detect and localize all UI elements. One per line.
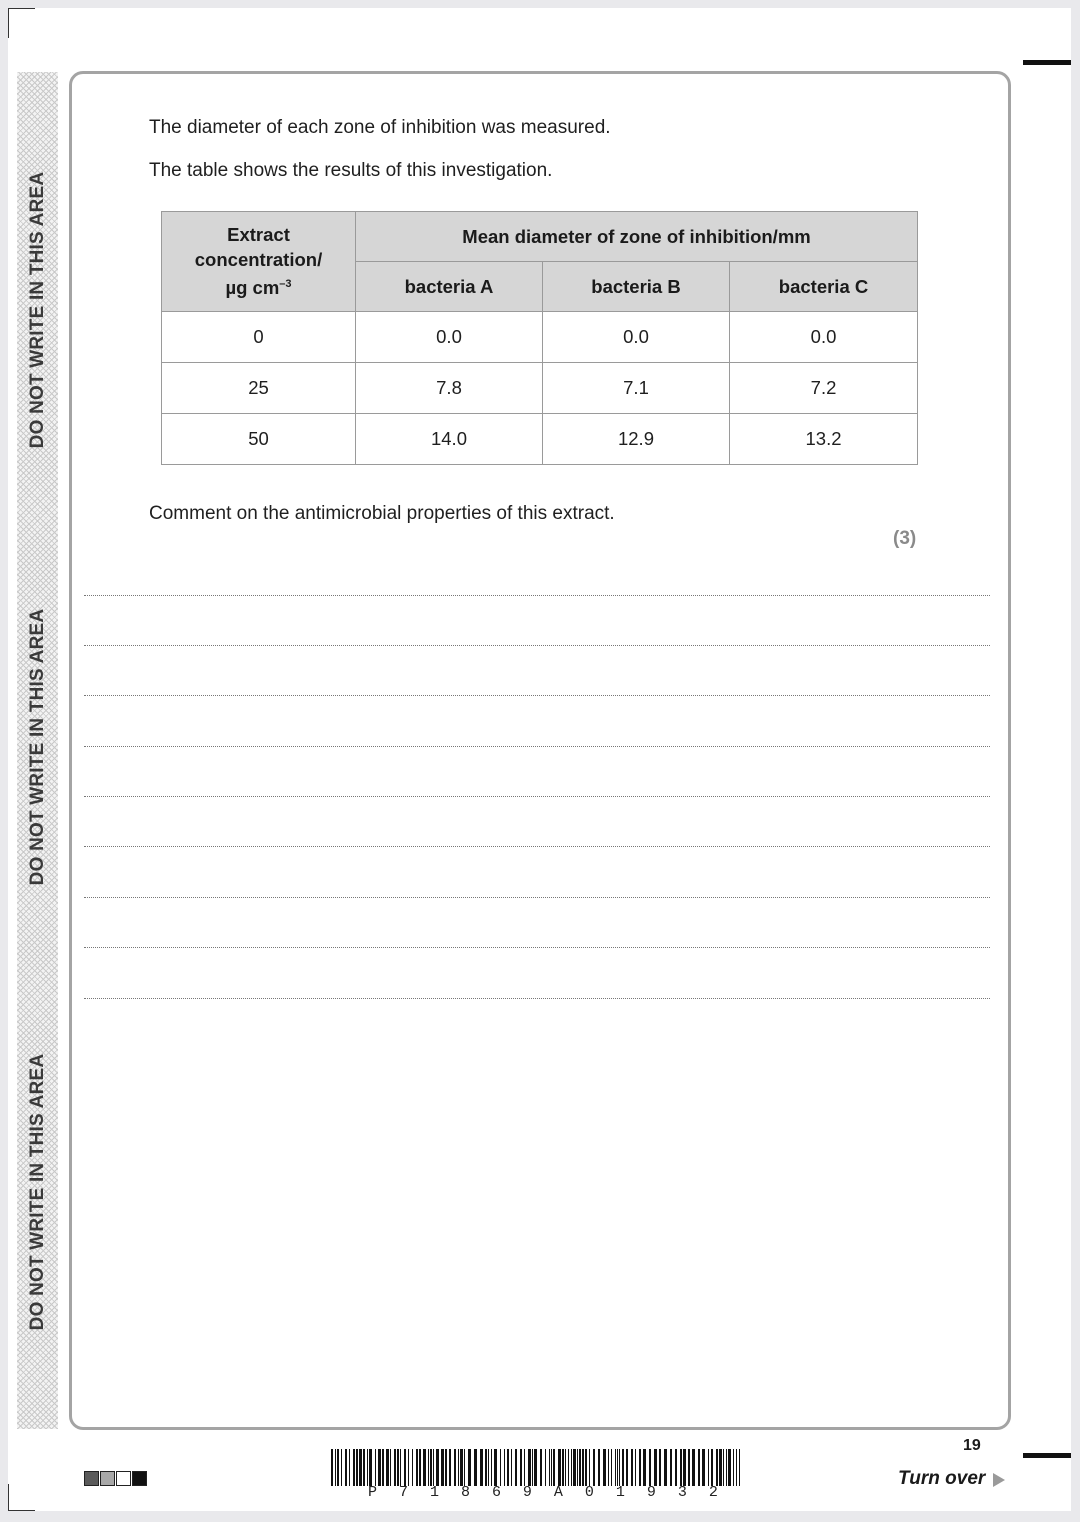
barcode-bar bbox=[573, 1449, 576, 1486]
cell-bacteria-b: 0.0 bbox=[543, 312, 730, 363]
barcode-bar bbox=[716, 1449, 718, 1486]
barcode-bar bbox=[598, 1449, 600, 1486]
barcode-bar bbox=[649, 1449, 651, 1486]
cell-concentration: 25 bbox=[162, 363, 356, 414]
barcode-bar bbox=[400, 1449, 401, 1486]
barcode-bar bbox=[728, 1449, 731, 1486]
cell-concentration: 50 bbox=[162, 414, 356, 465]
barcode-bar bbox=[568, 1449, 569, 1486]
barcode-bar bbox=[565, 1449, 566, 1486]
table-row bbox=[162, 414, 918, 465]
barcode-bar bbox=[698, 1449, 700, 1486]
barcode-bar bbox=[611, 1449, 612, 1486]
barcode-bar bbox=[337, 1449, 339, 1486]
barcode-bar bbox=[639, 1449, 641, 1486]
crop-mark bbox=[8, 8, 9, 38]
barcode-bar bbox=[485, 1449, 487, 1486]
header-extract-concentration: Extract concentration/ µg $cm^{-3}$ bbox=[162, 212, 356, 312]
registration-mark bbox=[1023, 60, 1071, 65]
barcode-bar bbox=[416, 1449, 418, 1486]
color-block bbox=[100, 1471, 115, 1486]
results-table bbox=[161, 211, 918, 465]
barcode-bar bbox=[577, 1449, 578, 1486]
color-blocks bbox=[84, 1471, 148, 1486]
barcode-bar bbox=[367, 1449, 368, 1486]
barcode-bar bbox=[382, 1449, 384, 1486]
barcode-bar bbox=[349, 1449, 350, 1486]
barcode-bar bbox=[562, 1449, 564, 1486]
barcode-bar bbox=[643, 1449, 646, 1486]
barcode-bar bbox=[593, 1449, 595, 1486]
barcode-bar bbox=[386, 1449, 389, 1486]
intro-line-1: The diameter of each zone of inhibition was measured. bbox=[149, 117, 611, 138]
crop-mark bbox=[8, 1510, 35, 1511]
table-row bbox=[162, 363, 918, 414]
barcode-bar bbox=[390, 1449, 391, 1486]
barcode-bar bbox=[626, 1449, 628, 1486]
barcode-bar bbox=[430, 1449, 432, 1486]
page-number: 19 bbox=[963, 1437, 981, 1454]
barcode-bar bbox=[664, 1449, 667, 1486]
registration-mark bbox=[1023, 1453, 1071, 1458]
barcode-bar bbox=[412, 1449, 413, 1486]
cell-bacteria-c: 13.2 bbox=[730, 414, 918, 465]
answer-line[interactable] bbox=[84, 695, 990, 696]
question-text: Comment on the antimicrobial properties of this extract. bbox=[149, 503, 615, 524]
barcode-bar bbox=[468, 1449, 471, 1486]
barcode-bar bbox=[445, 1449, 447, 1486]
cell-bacteria-c: 0.0 bbox=[730, 312, 918, 363]
answer-line[interactable] bbox=[84, 796, 990, 797]
barcode-bar bbox=[353, 1449, 355, 1486]
barcode-bar bbox=[524, 1449, 525, 1486]
barcode-bar bbox=[423, 1449, 426, 1486]
barcode-bar bbox=[441, 1449, 444, 1486]
barcode-bar bbox=[460, 1449, 463, 1486]
barcode-bar bbox=[488, 1449, 489, 1486]
answer-line[interactable] bbox=[84, 947, 990, 948]
table-row bbox=[162, 312, 918, 363]
color-block bbox=[116, 1471, 131, 1486]
barcode-bar bbox=[363, 1449, 365, 1486]
barcode-bar bbox=[708, 1449, 709, 1486]
barcode-bar bbox=[419, 1449, 421, 1486]
barcode-bar bbox=[670, 1449, 672, 1486]
barcode-bar bbox=[397, 1449, 399, 1486]
barcode-bar bbox=[659, 1449, 661, 1486]
barcode-bar bbox=[603, 1449, 606, 1486]
barcode-bar bbox=[608, 1449, 609, 1486]
barcode-bar bbox=[534, 1449, 537, 1486]
cell-bacteria-c: 7.2 bbox=[730, 363, 918, 414]
barcode-bar bbox=[532, 1449, 533, 1486]
barcode-bar bbox=[504, 1449, 505, 1486]
barcode-digits: P 7 1 8 6 9 A 0 1 9 3 2 bbox=[368, 1484, 718, 1501]
turn-over-arrow-icon bbox=[993, 1473, 1005, 1487]
barcode-bar bbox=[551, 1449, 552, 1486]
barcode-bar bbox=[654, 1449, 657, 1486]
header-bacteria-b: bacteria B bbox=[543, 262, 730, 312]
barcode-bar bbox=[540, 1449, 542, 1486]
barcode-bar bbox=[345, 1449, 347, 1486]
barcode-bar bbox=[683, 1449, 686, 1486]
crop-mark bbox=[8, 8, 35, 9]
cell-bacteria-b: 12.9 bbox=[543, 414, 730, 465]
barcode-bar bbox=[464, 1449, 465, 1486]
color-block bbox=[132, 1471, 147, 1486]
barcode-bar bbox=[507, 1449, 509, 1486]
turn-over-label: Turn over bbox=[898, 1468, 986, 1489]
barcode-bar bbox=[404, 1449, 406, 1486]
barcode-bar bbox=[733, 1449, 734, 1486]
barcode-bar bbox=[711, 1449, 713, 1486]
barcode-bar bbox=[394, 1449, 396, 1486]
barcode-bar bbox=[585, 1449, 587, 1486]
barcode-bar bbox=[511, 1449, 512, 1486]
barcode-bar bbox=[680, 1449, 682, 1486]
barcode-bar bbox=[736, 1449, 737, 1486]
answer-line[interactable] bbox=[84, 746, 990, 747]
barcode-bar bbox=[579, 1449, 581, 1486]
barcode-bar bbox=[739, 1449, 740, 1486]
barcode-bar bbox=[335, 1449, 336, 1486]
cell-bacteria-b: 7.1 bbox=[543, 363, 730, 414]
barcode-bar bbox=[619, 1449, 620, 1486]
barcode-bar bbox=[635, 1449, 636, 1486]
barcode-bar bbox=[458, 1449, 459, 1486]
barcode-bar bbox=[558, 1449, 561, 1486]
color-block bbox=[84, 1471, 99, 1486]
answer-line[interactable] bbox=[84, 846, 990, 847]
barcode-bar bbox=[359, 1449, 362, 1486]
barcode-bar bbox=[719, 1449, 722, 1486]
barcode-bar bbox=[436, 1449, 439, 1486]
barcode-bar bbox=[375, 1449, 376, 1486]
barcode-bar bbox=[726, 1449, 727, 1486]
barcode-bar bbox=[520, 1449, 522, 1486]
barcode-bar bbox=[615, 1449, 616, 1486]
barcode-bar bbox=[433, 1449, 434, 1486]
barcode-bar bbox=[491, 1449, 492, 1486]
barcode-bar bbox=[341, 1449, 342, 1486]
barcode-bar bbox=[356, 1449, 358, 1486]
barcode-bar bbox=[617, 1449, 618, 1486]
barcode-bar bbox=[589, 1449, 590, 1486]
barcode-bar bbox=[553, 1449, 555, 1486]
barcode-bar bbox=[408, 1449, 409, 1486]
answer-line[interactable] bbox=[84, 645, 990, 646]
answer-line[interactable] bbox=[84, 897, 990, 898]
barcode-bar bbox=[675, 1449, 677, 1486]
barcode-bar bbox=[528, 1449, 531, 1486]
cell-bacteria-a: 7.8 bbox=[356, 363, 543, 414]
answer-line[interactable] bbox=[84, 998, 990, 999]
barcode-bar bbox=[688, 1449, 690, 1486]
barcode-bar bbox=[571, 1449, 572, 1486]
marks-label: (3) bbox=[893, 528, 917, 549]
cell-concentration: 0 bbox=[162, 312, 356, 363]
barcode-bar bbox=[480, 1449, 483, 1486]
barcode-bar bbox=[545, 1449, 546, 1486]
barcode-bar bbox=[428, 1449, 429, 1486]
barcode-bar bbox=[723, 1449, 724, 1486]
barcode-bar bbox=[582, 1449, 584, 1486]
header-bacteria-c: bacteria C bbox=[730, 262, 918, 312]
barcode-bar bbox=[631, 1449, 633, 1486]
barcode-bar bbox=[369, 1449, 372, 1486]
cell-bacteria-a: 0.0 bbox=[356, 312, 543, 363]
barcode-bar bbox=[378, 1449, 381, 1486]
barcode-bar bbox=[474, 1449, 477, 1486]
crop-mark bbox=[8, 1484, 9, 1511]
header-mean-diameter: Mean diameter of zone of inhibition/mm bbox=[356, 212, 918, 262]
barcode-bar bbox=[449, 1449, 451, 1486]
barcode-bar bbox=[500, 1449, 501, 1486]
barcode-bar bbox=[549, 1449, 550, 1486]
barcode-bar bbox=[331, 1449, 333, 1486]
barcode-bar bbox=[454, 1449, 456, 1486]
answer-line[interactable] bbox=[84, 595, 990, 596]
header-bacteria-a: bacteria A bbox=[356, 262, 543, 312]
barcode-bar bbox=[702, 1449, 705, 1486]
cell-bacteria-a: 14.0 bbox=[356, 414, 543, 465]
barcode-bar bbox=[692, 1449, 695, 1486]
barcode-bar bbox=[494, 1449, 497, 1486]
barcode bbox=[331, 1449, 745, 1486]
barcode-bar bbox=[622, 1449, 624, 1486]
barcode-bar bbox=[515, 1449, 517, 1486]
intro-line-2: The table shows the results of this investigation. bbox=[149, 160, 553, 181]
